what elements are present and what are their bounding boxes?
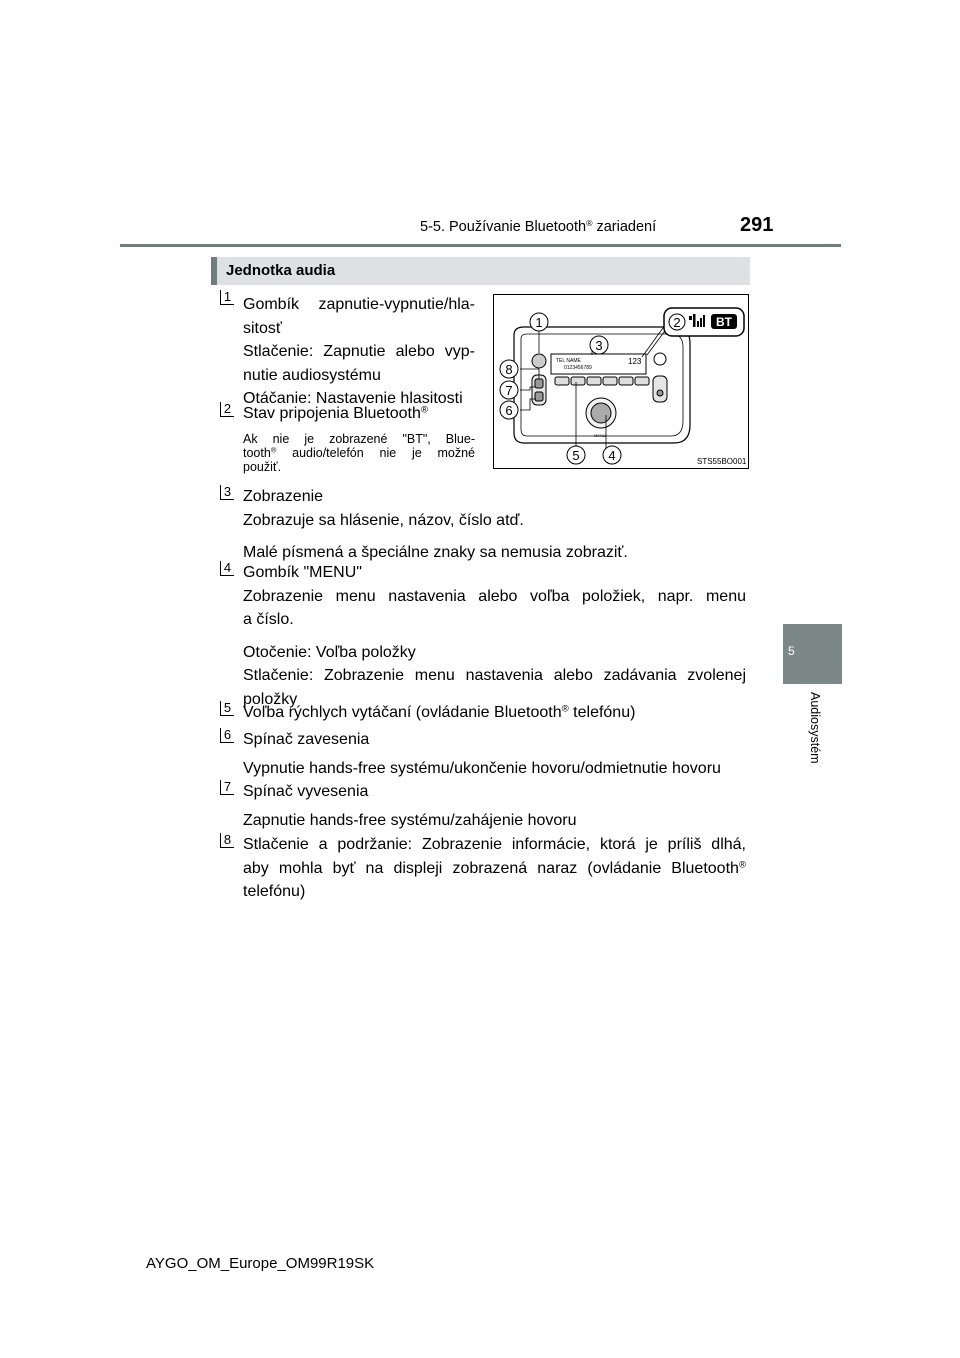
section-accent bbox=[211, 257, 217, 285]
callout-8: 8 bbox=[505, 362, 513, 377]
callout-3: 3 bbox=[595, 338, 603, 353]
item-number-6: 6 bbox=[220, 728, 234, 743]
audio-unit-illustration bbox=[494, 295, 748, 468]
item-1-line: sitosť bbox=[243, 319, 282, 337]
document-code-footer: AYGO_OM_Europe_OM99R19SK bbox=[146, 1255, 375, 1272]
display-name-text: TEL NAME bbox=[556, 358, 581, 364]
audio-unit-figure bbox=[493, 294, 749, 469]
chapter-number: 5 bbox=[788, 644, 795, 658]
item-number-2: 2 bbox=[220, 402, 234, 417]
item-number-5: 5 bbox=[220, 701, 234, 716]
display-number-text: 0123456789 bbox=[564, 365, 592, 371]
chapter-label: Audiosystém bbox=[808, 692, 822, 764]
item-number-3: 3 bbox=[220, 485, 234, 500]
callout-5: 5 bbox=[572, 448, 580, 463]
item-1-line: Otáčanie: Nastavenie hlasitosti bbox=[243, 390, 463, 407]
figure-code: STS55BO001 bbox=[697, 457, 747, 466]
item-2-note: Ak nie je zobrazené "BT", Blue- tooth® audio/telefón nie je možné použiť. bbox=[243, 432, 475, 474]
item-1-line: nutie audiosystému bbox=[243, 366, 381, 384]
callout-2: 2 bbox=[673, 315, 681, 330]
section-title: Jednotka audia bbox=[226, 262, 336, 279]
running-header: 5-5. Používanie Bluetooth® zariadení bbox=[420, 217, 657, 235]
item-2: Stav pripojenia Bluetooth® bbox=[243, 404, 428, 422]
item-1 bbox=[243, 293, 475, 411]
callout-7: 7 bbox=[505, 383, 513, 398]
item-number-4: 4 bbox=[220, 561, 234, 576]
item-1-line: Gombík zapnutie-vypnutie/hla- bbox=[243, 296, 475, 313]
item-1-line: Stlačenie: Zapnutie alebo vyp- bbox=[243, 343, 475, 360]
item-number-1: 1 bbox=[220, 290, 234, 305]
item-4: Gombík "MENU" Zobrazenie menu nastavenia alebo voľba položiek, napr. menu a číslo. Otočenie: Voľba položky Stlačenie: Zobrazenie menu nastavenia alebo zadávania zvolenej položky bbox=[243, 564, 746, 708]
callout-6: 6 bbox=[505, 403, 513, 418]
item-number-7: 7 bbox=[220, 780, 234, 795]
item-7: Spínač vyvesenia Zapnutie hands-free systému/zahájenie hovoru bbox=[243, 783, 577, 829]
menu-label-text: MENU bbox=[594, 433, 606, 438]
page-number: 291 bbox=[740, 214, 774, 236]
bt-badge-text: BT bbox=[716, 315, 732, 329]
display-right-text: 123 bbox=[628, 357, 642, 366]
item-3: Zobrazenie Zobrazuje sa hlásenie, názov, číslo atď. Malé písmená a špeciálne znaky sa nemusia zobraziť. bbox=[243, 488, 628, 561]
item-5: Voľba rýchlych vytáčaní (ovládanie Bluetooth® telefónu) bbox=[243, 703, 636, 721]
item-number-8: 8 bbox=[220, 833, 234, 848]
callout-4: 4 bbox=[608, 448, 616, 463]
item-8: Stlačenie a podržanie: Zobrazenie informácie, ktorá je príliš dlhá, aby mohla byť na displeji zobrazená naraz (ovládanie Bluetooth® telefónu) bbox=[243, 836, 746, 900]
section-heading-bar bbox=[211, 257, 750, 285]
item-6: Spínač zavesenia Vypnutie hands-free systému/ukončenie hovoru/odmietnutie hovoru bbox=[243, 731, 721, 777]
callout-1: 1 bbox=[535, 315, 543, 330]
header-rule bbox=[120, 244, 841, 247]
